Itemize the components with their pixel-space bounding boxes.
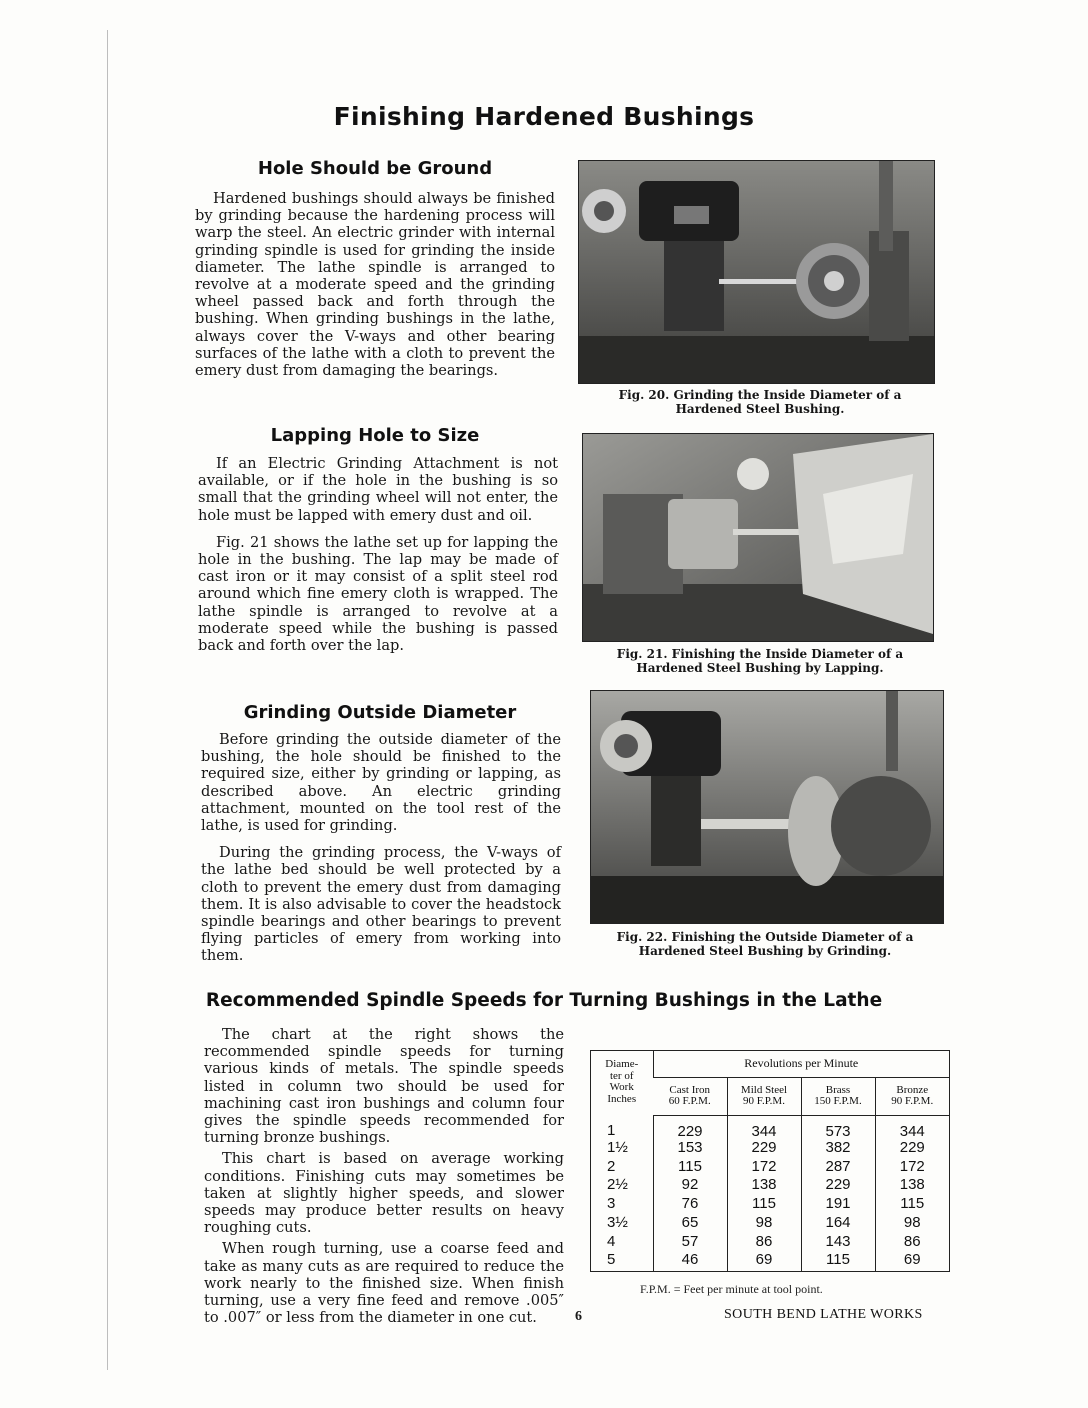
rpm-group-header: Revolutions per Minute — [653, 1051, 949, 1077]
paragraph: When rough turning, use a coarse feed and take as many cuts as are required to reduce the work nearly to the finished size. When finish turning, use a very fine feed and remove .005″ to .007″ or less from the diameter in one cut. — [204, 1240, 564, 1327]
diameter-cell: 3½ — [607, 1213, 628, 1231]
rpm-cell: 86 — [727, 1234, 801, 1253]
rpm-cell: 172 — [727, 1159, 801, 1178]
column-header-cast-iron: Cast Iron 60 F.P.M. — [653, 1077, 727, 1115]
rpm-cell: 229 — [875, 1140, 949, 1159]
rpm-cell: 287 — [801, 1159, 875, 1178]
rpm-cell: 46 — [653, 1252, 727, 1271]
diameter-cell: 5 — [607, 1251, 616, 1269]
caption-line: Hardened Steel Bushing. — [675, 402, 845, 416]
rpm-cell: 115 — [801, 1252, 875, 1271]
page-title: Finishing Hardened Bushings — [333, 102, 755, 131]
rpm-cell: 76 — [653, 1196, 727, 1215]
rpm-cell: 138 — [875, 1177, 949, 1196]
rpm-cell: 65 — [653, 1215, 727, 1234]
rpm-cell: 69 — [727, 1252, 801, 1271]
speeds-section-body — [204, 1026, 564, 1326]
rpm-cell: 69 — [875, 1252, 949, 1271]
page-footer: SOUTH BEND LATHE WORKS — [724, 1307, 923, 1322]
rpm-cell: 86 — [875, 1234, 949, 1253]
figure-20-caption — [590, 388, 930, 416]
paragraph: Before grinding the outside diameter of the bushing, the hole should be finished to the required size, either by grinding or lapping, as described above. An electric grinding attachment, mounted on the tool rest of the lathe, is used for grinding. — [201, 731, 561, 835]
spindle-speed-table — [591, 1051, 949, 1271]
caption-line: Hardened Steel Bushing by Lapping. — [636, 661, 884, 675]
paragraph: The chart at the right shows the recommended spindle speeds for turning various kinds of metals. The spindle speeds listed in column two should be used for machining cast iron bushings and column four gives the spindle speeds recommended for turning bronze bushings. — [204, 1026, 564, 1147]
paragraph: Fig. 21 shows the lathe set up for lapping the hole in the bushing. The lap may be made of cast iron or it may consist of a split steel rod around which fine emery cloth is wrapped. The lathe spindle is arranged to revolve at a moderate speed while the bushing is passed back and forth over the lap. — [198, 533, 558, 655]
table-row — [591, 1252, 949, 1271]
rpm-cell: 115 — [875, 1196, 949, 1215]
section-body-lapping — [198, 455, 558, 654]
diameter-header: Diame- ter of Work Inches — [605, 1058, 639, 1105]
diameter-cell: 1½ — [607, 1138, 628, 1156]
rpm-cell: 344 — [727, 1115, 801, 1140]
caption-line: Fig. 21. Finishing the Inside Diameter of a — [616, 647, 904, 661]
rpm-cell: 143 — [801, 1234, 875, 1253]
section-heading-grinding-outside: Grinding Outside Diameter — [243, 702, 517, 723]
figure-20-photo — [578, 160, 935, 384]
table-row — [591, 1115, 949, 1140]
diameter-cell: 2 — [607, 1157, 616, 1175]
column-header-brass: Brass 150 F.P.M. — [801, 1077, 875, 1115]
paragraph: Hardened bushings should always be finished by grinding because the hardening process will warp the steel. An electric grinder with internal grinding spindle is used for grinding the inside diameter. The lathe spindle is arranged to revolve at a moderate speed and the grinding wheel passed back and forth through the bushing. When grinding bushings in the lathe, always cover the V-ways and other bearing surfaces of the lathe with a cloth to prevent the emery dust from damaging the bearings. — [195, 190, 555, 380]
speed-table-body — [591, 1115, 949, 1271]
diameter-cell: 1 — [607, 1122, 616, 1139]
spindle-speed-table-frame — [590, 1050, 950, 1272]
table-row — [591, 1177, 949, 1196]
diameter-cell: 4 — [607, 1232, 616, 1250]
rpm-cell: 573 — [801, 1115, 875, 1140]
figure-21-photo — [582, 433, 934, 642]
figure-22-caption — [595, 930, 935, 958]
rpm-cell: 115 — [727, 1196, 801, 1215]
column-header-mild-steel: Mild Steel 90 F.P.M. — [727, 1077, 801, 1115]
caption-line: Hardened Steel Bushing by Grinding. — [638, 944, 892, 958]
rpm-cell: 57 — [653, 1234, 727, 1253]
rpm-cell: 98 — [875, 1215, 949, 1234]
section-body-hole-ground — [195, 190, 555, 379]
table-row — [591, 1159, 949, 1178]
rpm-cell: 229 — [801, 1177, 875, 1196]
speeds-section-heading: Recommended Spindle Speeds for Turning Bushings in the Lathe — [205, 990, 883, 1011]
rpm-cell: 92 — [653, 1177, 727, 1196]
rpm-cell: 382 — [801, 1140, 875, 1159]
table-row — [591, 1196, 949, 1215]
paragraph: This chart is based on average working conditions. Finishing cuts may sometimes be taken at slightly higher speeds, and slower speeds may produce better results on heavy roughing cuts. — [204, 1150, 564, 1237]
rpm-cell: 98 — [727, 1215, 801, 1234]
section-heading-hole-ground: Hole Should be Ground — [257, 158, 493, 179]
figure-21-caption — [590, 647, 930, 675]
rpm-cell: 229 — [727, 1140, 801, 1159]
paragraph: During the grinding process, the V-ways of the lathe bed should be well protected by a cloth to prevent the emery dust from damaging them. It is also advisable to cover the headstock spindle bearings and other bearings to prevent flying particles of emery from working into them. — [201, 844, 561, 965]
section-body-grinding-outside — [201, 731, 561, 965]
rpm-cell: 164 — [801, 1215, 875, 1234]
table-row — [591, 1234, 949, 1253]
rpm-cell: 115 — [653, 1159, 727, 1178]
rpm-cell: 191 — [801, 1196, 875, 1215]
table-footnote: F.P.M. = Feet per minute at tool point. — [640, 1282, 823, 1296]
caption-line: Fig. 22. Finishing the Outside Diameter of a — [616, 930, 914, 944]
diameter-cell: 3 — [607, 1195, 616, 1213]
figure-22-photo — [590, 690, 944, 924]
diameter-cell: 2½ — [607, 1176, 628, 1194]
section-heading-lapping: Lapping Hole to Size — [270, 425, 480, 446]
table-row — [591, 1215, 949, 1234]
page-number: 6 — [575, 1309, 582, 1324]
rpm-cell: 138 — [727, 1177, 801, 1196]
rpm-cell: 172 — [875, 1159, 949, 1178]
binding-margin-line — [107, 30, 108, 1370]
column-header-bronze: Bronze 90 F.P.M. — [875, 1077, 949, 1115]
paragraph: If an Electric Grinding Attachment is not available, or if the hole in the bushing is so small that the grinding wheel will not enter, the hole must be lapped with emery dust and oil. — [198, 455, 558, 524]
rpm-cell: 229 — [653, 1115, 727, 1140]
rpm-cell: 344 — [875, 1115, 949, 1140]
rpm-cell: 153 — [653, 1140, 727, 1159]
table-row — [591, 1140, 949, 1159]
caption-line: Fig. 20. Grinding the Inside Diameter of a — [618, 388, 902, 402]
